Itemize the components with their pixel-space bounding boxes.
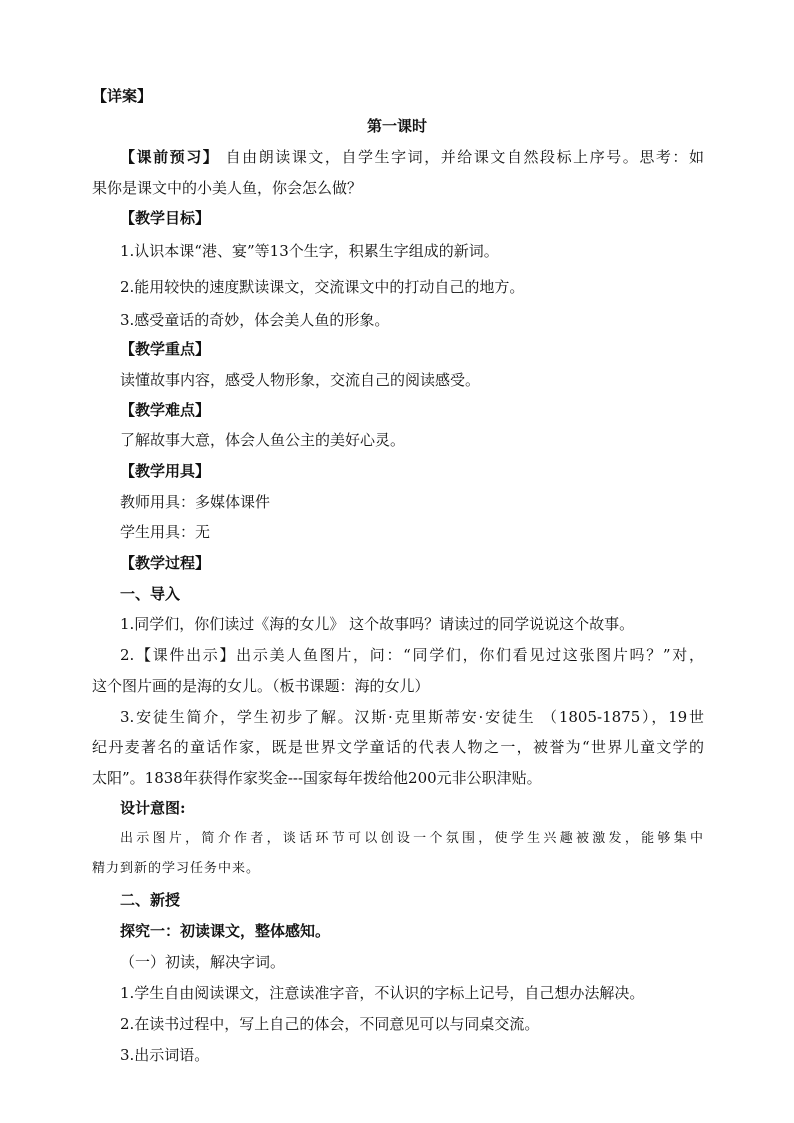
difficulties-heading: 【教学难点】 [120, 401, 211, 419]
explore-1-item-1: 1.学生自由阅读课文，注意读准字音，不认识的字标上记号，自己想办法解决。 [120, 984, 645, 1002]
intro-step-3-line-3: 太阳”。1838年获得作家奖金---国家每年拨给他200元非公职津贴。 [92, 769, 542, 787]
explore-1-subheading: （一）初读，解决字词。 [120, 953, 286, 971]
process-heading: 【教学过程】 [120, 554, 211, 572]
goal-item-2: 2.能用较快的速度默读课文，交流课文中的打动自己的地方。 [120, 278, 525, 296]
section-label: 【详案】 [92, 87, 153, 105]
preview-text-line-2: 果你是课文中的小美人鱼，你会怎么做？ [92, 179, 363, 197]
key-points-text: 读懂故事内容，感受人物形象，交流自己的阅读感受。 [120, 371, 481, 389]
explore-1-item-3: 3.出示词语。 [120, 1046, 210, 1064]
tools-heading: 【教学用具】 [120, 462, 211, 480]
key-points-heading: 【教学重点】 [120, 340, 211, 358]
intro-step-2-line-1: 2.【课件出示】出示美人鱼图片，问：“同学们，你们看见过这张图片吗？”对， [120, 646, 704, 664]
goal-item-1: 1.认识本课“港、宴”等13个生字，积累生字组成的新词。 [120, 242, 499, 260]
intro-step-1: 1.同学们，你们读过《海的女儿》 这个故事吗？请读过的同学说说这个故事。 [120, 615, 635, 633]
intro-step-2-line-2: 这个图片画的是海的女儿。（板书课题：海的女儿） [92, 677, 430, 695]
design-intent-line-2: 精力到新的学习任务中来。 [92, 861, 261, 876]
difficulties-text: 了解故事大意，体会人鱼公主的美好心灵。 [120, 431, 406, 449]
design-intent-line-1: 出示图片，简介作者，谈话环节可以创设一个氛围，使学生兴趣被激发，能够集中 [120, 831, 704, 846]
intro-step-3-line-2: 纪丹麦著名的童话作家，既是世界文学童话的代表人物之一，被誉为“世界儿童文学的 [92, 738, 704, 756]
explore-1-heading: 探究一：初读课文，整体感知。 [120, 922, 331, 940]
intro-step-3-line-1: 3.安徒生简介，学生初步了解。汉斯·克里斯蒂安·安徒生 （1805-1875），19世 [120, 708, 704, 726]
lesson-title: 第一课时 [366, 117, 427, 135]
preview-paragraph-line-1 [120, 147, 704, 167]
explore-1-item-2: 2.在读书过程中，写上自己的体会，不同意见可以与同桌交流。 [120, 1015, 540, 1033]
goals-heading: 【教学目标】 [120, 209, 211, 227]
student-tools: 学生用具：无 [120, 523, 211, 541]
design-intent-label: 设计意图: [120, 799, 186, 817]
teacher-tools: 教师用具：多媒体课件 [120, 493, 271, 511]
preview-text-line-1: 自由朗读课文，自学生字词，并给课文自然段标上序号。思考：如 [225, 148, 704, 166]
preview-label: 【课前预习】 [120, 148, 220, 166]
new-lesson-heading: 二、新授 [120, 891, 181, 909]
goal-item-3: 3.感受童话的奇妙，体会美人鱼的形象。 [120, 311, 390, 329]
intro-heading: 一、导入 [120, 585, 181, 603]
